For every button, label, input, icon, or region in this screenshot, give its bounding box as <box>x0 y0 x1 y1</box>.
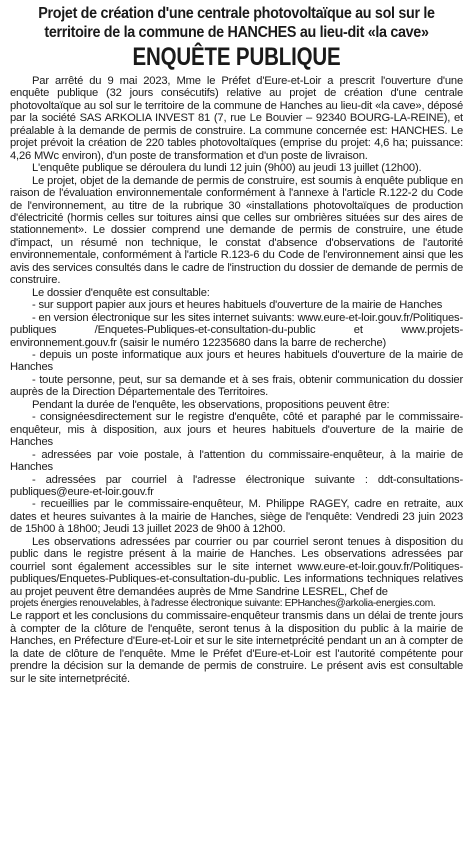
list-item-register: - consignéesdirectement sur le registre d'enquête, côté et paraphé par le commissaire-enquêteur, mis à disposition, aux jours et heures habituels d'ouverture de la mairie de Hanches <box>10 411 463 449</box>
list-item-paper: - sur support papier aux jours et heures habituels d'ouverture de la mairie de Hanches <box>32 299 443 312</box>
title-line-1: Projet de création d'une centrale photovoltaïque au sol sur le <box>38 5 435 22</box>
paragraph-report: Le rapport et les conclusions du commissaire-enquêteur transmis dans un délai de trente jours à compter de la clôture de l'enquête, seront tenus à la disposition du public à la mairie de Hanches, en Préfecture d'Eure-et-Loir et sur le site internetprécité pendant un an à compter de la date de clôture de l'enquête. Mme le Préfet d'Eure-et-Loir est l'autorité compétente pour prendre la décision sur la demande de permis de construire. Le présent avis est consultable sur le site internetprécité. <box>10 610 463 685</box>
list-item-computer: - depuis un poste informatique aux jours et heures habituels d'ouverture de la mairie de Hanches <box>10 348 463 374</box>
paragraph-observations-access: Les observations adressées par courrier ou par courriel seront tenues à disposition du public dans le registre présent à la mairie de Hanches. Les observations adressées par courriel sont également accessibles sur le site internet www.eure-et-loir.gouv.fr/Politiques-publiques/Enquetes-Publiques-et-consultation-du-public. Les informations techniques relatives au projet peuvent être demandées auprès de Mme Sandrine LESREL, Chef de <box>10 535 463 598</box>
title-line-2: territoire de la commune de HANCHES au lieu-dit «la cave» <box>44 24 429 41</box>
paragraph-project: Le projet, objet de la demande de permis de construire, est soumis à enquête publique en raison de l'évaluation environnementale conformément à l'annexe à l'article R.122-2 du Code de l'environnement, au titre de la rubrique 30 «installations photovoltaïques de production d'électricité (hormis celles sur toitures ainsi que celles sur ombrières situées sur des aires de stationnement». Le dossier comprend une demande de permis de construire, une étude d'impact, un résumé non technique, le constat d'absence d'observations de l'autorité environnementale, conformément à l'article R.123-6 du Code de l'environnement ainsi que les avis des services consultés dans le cadre de l'instruction du dossier de demande de permis de construire. <box>10 174 463 287</box>
paragraph-contact: projets énergies renouvelables, à l'adresse électronique suivante: EPHanches@arkolia-energies.com. <box>10 598 436 610</box>
paragraph-decree: Par arrêté du 9 mai 2023, Mme le Préfet d'Eure-et-Loir a prescrit l'ouverture d'une enquête publique (32 jours consécutifs) relative au projet de création d'une centrale photovoltaïque au sol sur le territoire de la commune de Hanches au lieu-dit «la cave», déposé par la société SAS ARKOLIA INVEST 81 (7, rue Le Bouvier – 92340 BOURG-LA-REINE), et préalable à la demande de permis de construire. La commune concernée est: HANCHES. Le projet prévoit la création de 220 tables photovoltaïques (emprise du projet: 4,6 ha; puissance: 4,26 MWc environ), d'un poste de transformation et d'un poste de livraison. <box>10 75 463 162</box>
notice-title <box>28 4 445 42</box>
list-item-email: - adressées par courriel à l'adresse électronique suivante : ddt-consultations-publiques@eure-et-loir.gouv.fr <box>10 473 463 498</box>
notice-body <box>10 75 463 685</box>
paragraph-observations-intro: Pendant la durée de l'enquête, les observations, propositions peuvent être: <box>32 398 390 411</box>
notice-heading: ENQUÊTE PUBLIQUE <box>132 43 341 71</box>
paragraph-dossier-intro: Le dossier d'enquête est consultable: <box>32 286 210 299</box>
list-item-commissioner: - recueillies par le commissaire-enquêteur, M. Philippe RAGEY, cadre en retraite, aux dates et heures suivantes à la mairie de Hanches, siège de l'enquête: Vendredi 23 juin 2023 de 15h00 à 18h00; Jeudi 13 juillet 2023 de 9h00 à 12h00. <box>10 498 463 536</box>
list-item-electronic: - en version électronique sur les sites internet suivants: www.eure-et-loir.gouv.fr/Politiques-publiques /Enquetes-Publiques-et-consultation-du-public et www.projets-environnement.gouv.fr (saisir le numéro 12235680 dans la barre de recherche) <box>10 311 463 349</box>
paragraph-dates: L'enquête publique se déroulera du lundi 12 juin (9h00) au jeudi 13 juillet (12h00). <box>32 162 422 175</box>
list-item-post: - adressées par voie postale, à l'attention du commissaire-enquêteur, à la mairie de Hanches <box>10 448 463 474</box>
list-item-request: - toute personne, peut, sur sa demande et à ses frais, obtenir communication du dossier auprès de la Direction Départementale des Territoires. <box>10 373 463 399</box>
